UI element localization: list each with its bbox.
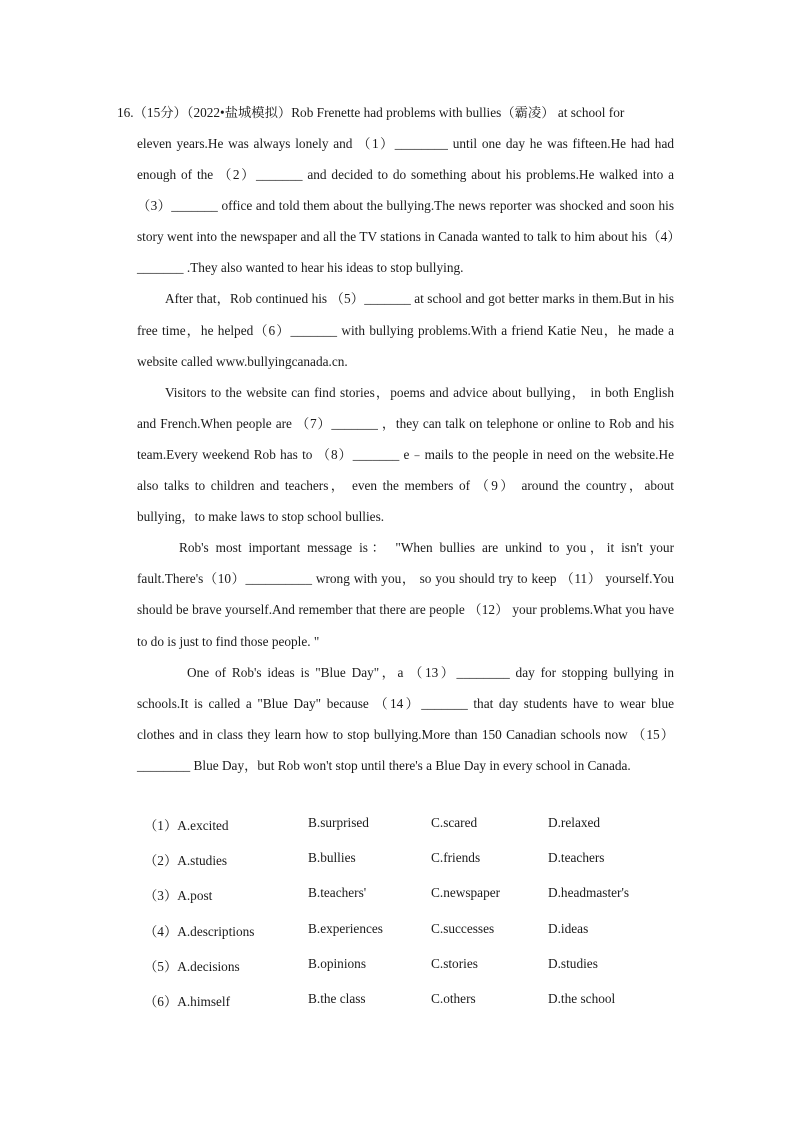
- option-c: C.friends: [431, 850, 481, 866]
- option-row: [144, 991, 684, 1026]
- option-row: [144, 850, 684, 885]
- option-d: D.teachers: [548, 850, 605, 866]
- passage: [137, 128, 674, 781]
- option-row: [144, 956, 684, 991]
- option-a: （6）A.himself: [144, 993, 231, 1009]
- paragraph-3: Visitors to the website can find stories，poems and advice about bullying， in both English and French.When people are （7）_______ ，they can talk on telephone or online to Rob and his team.Every weekend Rob has to （8）_______ e﹣mails to the people in need on the website.He also talks to children and teachers， even the members of （9） around the country，about bullying，to make laws to stop school bullies.: [137, 384, 674, 525]
- option-b: B.surprised: [308, 815, 369, 830]
- paragraph-1: eleven years.He was always lonely and （1）________ until one day he was fifteen.He had had enough of the （2）_______ and decided to do something about his problems.He walked into a （3）_______ office and told them about the bullying.The news reporter was shocked and soon his story went into the newspaper and all the TV stations in Canada wanted to talk to him about his（4）_______ .They also wanted to hear his ideas to stop bullying.: [137, 136, 674, 276]
- option-c: C.successes: [431, 920, 495, 936]
- question-header-line: 16.（15分）（2022•盐城模拟）Rob Frenette had problems with bullies（霸凌） at school for: [117, 105, 625, 120]
- option-a: （1）A.excited: [144, 818, 229, 833]
- option-d: D.headmaster's: [548, 885, 630, 901]
- paragraph-5: One of Rob's ideas is "Blue Day"，a （13）________ day for stopping bullying in schools.It is called a "Blue Day" because （14）_______ that day students have to wear blue clothes and in class they learn how to stop bullying.More than 150 Canadian schools now （15）________ Blue Day，but Rob won't stop until there's a Blue Day in every school in Canada.: [137, 664, 674, 773]
- option-c: C.scared: [431, 815, 478, 830]
- option-b: B.the class: [308, 990, 366, 1006]
- option-a: （3）A.post: [144, 888, 213, 904]
- option-a: （5）A.decisions: [144, 958, 240, 974]
- option-row: [144, 815, 684, 850]
- option-d: D.studies: [548, 955, 598, 971]
- option-b: B.bullies: [308, 850, 356, 866]
- option-c: C.others: [431, 990, 476, 1006]
- option-d: D.the school: [548, 990, 616, 1006]
- option-c: C.newspaper: [431, 885, 501, 901]
- option-row: [144, 921, 684, 956]
- option-a: （4）A.descriptions: [144, 923, 255, 939]
- option-b: B.opinions: [308, 955, 366, 971]
- paragraph-4: Rob's most important message is： "When bullies are unkind to you，it isn't your fault.There's（10）__________ wrong with you， so you should try to keep （11） yourself.You should be brave yourself.And remember that there are people （12） your problems.What you have to do is just to find those people. ": [137, 540, 674, 649]
- paragraph-2: After that，Rob continued his （5）_______ at school and got better marks in them.But in his free time，he helped（6）_______ with bullying problems.With a friend Katie Neu，he made a website called www.bullyingcanada.cn.: [137, 291, 674, 369]
- option-d: D.relaxed: [548, 815, 601, 830]
- option-b: B.teachers': [308, 885, 367, 901]
- option-b: B.experiences: [308, 920, 383, 936]
- option-d: D.ideas: [548, 920, 589, 936]
- option-row: [144, 885, 684, 920]
- option-c: C.stories: [431, 955, 478, 971]
- option-a: （2）A.studies: [144, 853, 228, 869]
- answer-options: [144, 815, 684, 1026]
